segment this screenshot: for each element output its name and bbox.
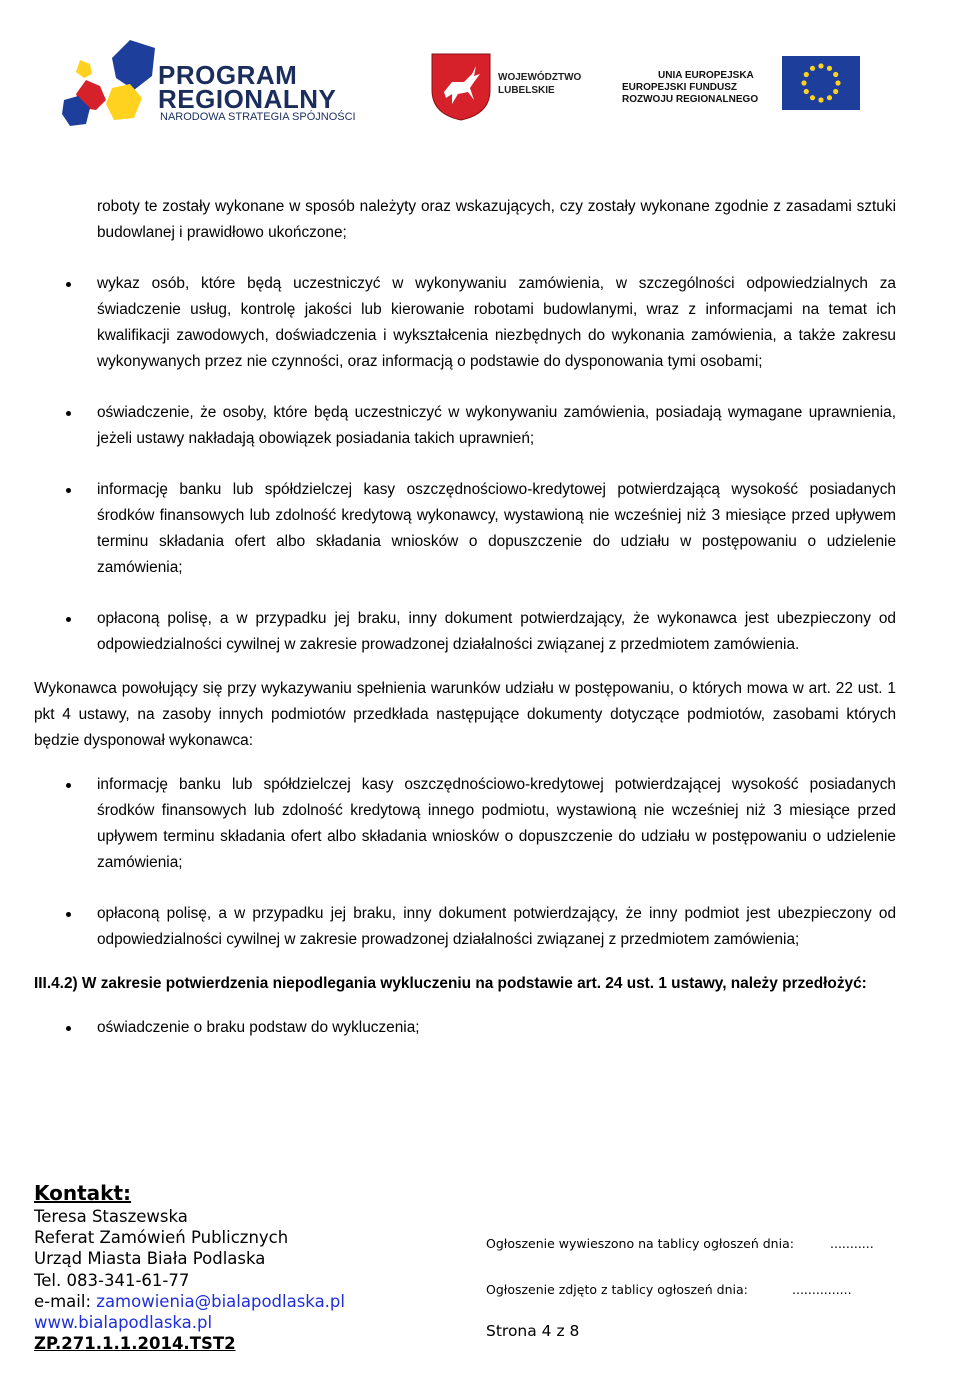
contact-phone: Tel. 083-341-61-77 bbox=[34, 1270, 190, 1290]
program-logo-line2: REGIONALNY bbox=[158, 84, 337, 114]
email-label: e-mail: bbox=[34, 1291, 92, 1311]
eu-fund-logo bbox=[612, 40, 912, 120]
bullet-icon bbox=[66, 488, 71, 493]
contact-department: Referat Zamówień Publicznych bbox=[34, 1228, 289, 1248]
contact-email-row bbox=[34, 1291, 454, 1312]
lubelskie-logo bbox=[430, 52, 590, 122]
page-number: Strona 4 z 8 bbox=[486, 1322, 580, 1340]
lubelskie-crest-icon bbox=[430, 52, 492, 122]
list-item-text: oświadczenie o braku podstaw do wykluczenia; bbox=[97, 1019, 420, 1036]
email-link[interactable]: zamowienia@bialapodlaska.pl bbox=[96, 1291, 345, 1311]
page-header bbox=[0, 0, 960, 150]
list-item bbox=[34, 271, 896, 375]
eu-flag-icon bbox=[782, 56, 860, 110]
list-item bbox=[34, 1015, 896, 1041]
bullet-icon bbox=[66, 282, 71, 287]
program-logo-line3: NARODOWA STRATEGIA SPÓJNOŚCI bbox=[160, 111, 356, 123]
paragraph-other-entities: Wykonawca powołujący się przy wykazywaniu spełnienia warunków udziału w postępowaniu, o których mowa w art. 22 ust. 1 pkt 4 ustawy, na zasoby innych podmiotów przedkłada następujące dokumenty dotyczące podmiotów, zasobami których będzie dysponował wykonawca: bbox=[34, 680, 896, 749]
lubelskie-logo-line2: LUBELSKIE bbox=[498, 85, 555, 96]
list-item bbox=[34, 477, 896, 581]
section-heading: III.4.2) W zakresie potwierdzenia niepodlegania wykluczeniu na podstawie art. 24 ust. 1 ustawy, należy przedłożyć: bbox=[34, 975, 867, 992]
bullet-icon bbox=[66, 617, 71, 622]
program-regionalny-logo bbox=[60, 38, 390, 130]
bullet-icon bbox=[66, 1026, 71, 1031]
contact-office: Urząd Miasta Biała Podlaska bbox=[34, 1249, 266, 1269]
eu-logo-line1: UNIA EUROPEJSKA bbox=[658, 70, 754, 81]
program-logo-line1: PROGRAM bbox=[158, 60, 298, 90]
list-item bbox=[34, 606, 896, 658]
list-item-text: opłaconą polisę, a w przypadku jej braku, inny dokument potwierdzający, że wykonawca jest ubezpieczony od odpowiedzialności cywilnej w zakresie prowadzonej działalności związanej z przedmiotem zamówienia. bbox=[97, 610, 896, 653]
contact-name: Teresa Staszewska bbox=[34, 1207, 188, 1226]
posted-date-blank: ........... bbox=[830, 1236, 874, 1251]
program-stars-icon bbox=[60, 38, 158, 130]
website-link[interactable]: www.bialapodlaska.pl bbox=[34, 1313, 213, 1333]
contact-heading: Kontakt: bbox=[34, 1181, 132, 1205]
list-item bbox=[34, 400, 896, 452]
bullet-icon bbox=[66, 783, 71, 788]
bullet-icon bbox=[66, 411, 71, 416]
removed-date-blank: ............... bbox=[792, 1282, 852, 1297]
list-item-text: informację banku lub spółdzielczej kasy oszczędnościowo-kredytowej potwierdzającą wysokość posiadanych środków finansowych lub zdolność kredytową wykonawcy, wystawioną nie wcześniej niż 3 miesiące przed upływem terminu składania ofert albo składania wniosków o dopuszczenie do udziału w postępowaniu o udzielenie zamówienia; bbox=[97, 481, 896, 576]
list-item bbox=[34, 772, 896, 876]
list-item-text: wykaz osób, które będą uczestniczyć w wykonywaniu zamówienia, w szczególności odpowiedzialnych za świadczenie usług, kontrolę jakości lub kierowanie robotami budowlanymi, wraz z informacjami na temat ich kwalifikacji zawodowych, doświadczenia i wykształcenia niezbędnych do wykonania zamówienia, a także zakresu wykonywanych przez nie czynności, oraz informacją o podstawie do dysponowania tymi osobami; bbox=[97, 275, 896, 370]
list-item bbox=[34, 901, 896, 953]
document-body bbox=[34, 194, 896, 1041]
list-item-text: opłaconą polisę, a w przypadku jej braku, inny dokument potwierdzający, że inny podmiot jest ubezpieczony od odpowiedzialności cywilnej w zakresie prowadzonej działalności związanej z przedmiotem zamówienia; bbox=[97, 905, 896, 948]
contact-block bbox=[34, 1180, 454, 1354]
list-item-text: oświadczenie, że osoby, które będą uczestniczyć w wykonywaniu zamówienia, posiadają wymagane uprawnienia, jeżeli ustawy nakładają obowiązek posiadania takich uprawnień; bbox=[97, 404, 896, 447]
document-signature: ZP.271.1.1.2014.TST2 bbox=[34, 1334, 236, 1354]
removed-date-label: Ogłoszenie zdjęto z tablicy ogłoszeń dnia: bbox=[486, 1282, 748, 1297]
bullet-icon bbox=[66, 912, 71, 917]
posted-date-label: Ogłoszenie wywieszono na tablicy ogłoszeń dnia: bbox=[486, 1236, 794, 1251]
list-item-text: informację banku lub spółdzielczej kasy oszczędnościowo-kredytowej potwierdzającej wysokość posiadanych środków finansowych lub zdolność kredytową innego podmiotu, wystawioną nie wcześniej niż 3 miesiące przed upływem terminu składania ofert albo składania wniosków o dopuszczenie do udziału w postępowaniu o udzielenie zamówienia; bbox=[97, 776, 896, 871]
intro-continuation: roboty te zostały wykonane w sposób należyty oraz wskazujących, czy zostały wykonane zgodnie z zasadami sztuki budowlanej i prawidłowo ukończone; bbox=[97, 198, 896, 241]
eu-logo-line2: EUROPEJSKI FUNDUSZ bbox=[622, 82, 738, 93]
lubelskie-logo-line1: WOJEWÓDZTWO bbox=[498, 72, 582, 83]
eu-logo-line3: ROZWOJU REGIONALNEGO bbox=[622, 94, 759, 105]
